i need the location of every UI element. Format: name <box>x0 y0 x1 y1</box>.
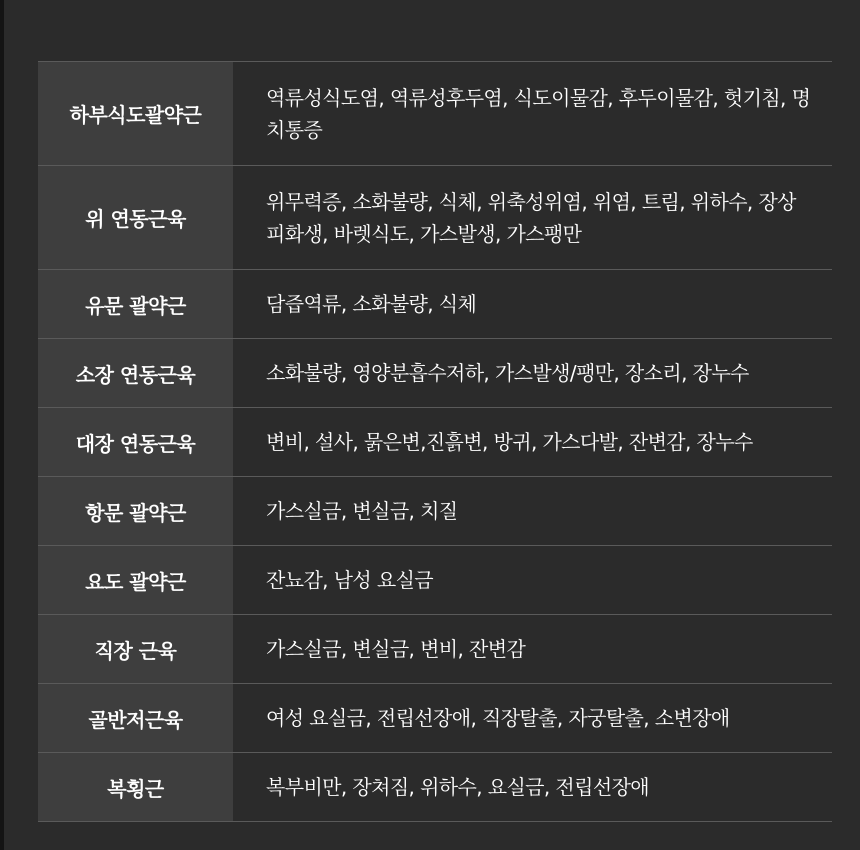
muscle-name-cell: 직장 근육 <box>38 615 233 684</box>
muscle-name-cell: 항문 괄약근 <box>38 477 233 546</box>
symptom-list-cell: 복부비만, 장쳐짐, 위하수, 요실금, 전립선장애 <box>233 753 832 822</box>
symptom-list-cell: 가스실금, 변실금, 치질 <box>233 477 832 546</box>
muscle-name-cell: 골반저근육 <box>38 684 233 753</box>
muscle-name-cell: 소장 연동근육 <box>38 339 233 408</box>
symptom-list-cell: 담즙역류, 소화불량, 식체 <box>233 270 832 339</box>
table-row <box>38 753 832 822</box>
muscle-name-cell: 유문 괄약근 <box>38 270 233 339</box>
symptom-list-cell: 역류성식도염, 역류성후두염, 식도이물감, 후두이물감, 헛기침, 명치통증 <box>233 62 832 166</box>
symptom-list-cell: 가스실금, 변실금, 변비, 잔변감 <box>233 615 832 684</box>
muscle-name-cell: 요도 괄약근 <box>38 546 233 615</box>
window-edge <box>0 0 4 850</box>
table-row <box>38 615 832 684</box>
muscle-name-cell: 복횡근 <box>38 753 233 822</box>
table-row <box>38 166 832 270</box>
table-row <box>38 546 832 615</box>
table-row <box>38 270 832 339</box>
symptom-list-cell: 잔뇨감, 남성 요실금 <box>233 546 832 615</box>
symptom-list-cell: 여성 요실금, 전립선장애, 직장탈출, 자궁탈출, 소변장애 <box>233 684 832 753</box>
table-row <box>38 408 832 477</box>
symptom-list-cell: 위무력증, 소화불량, 식체, 위축성위염, 위염, 트림, 위하수, 장상피화생, 바렛식도, 가스발생, 가스팽만 <box>233 166 832 270</box>
muscle-name-cell: 대장 연동근육 <box>38 408 233 477</box>
table-row <box>38 62 832 166</box>
table-row <box>38 684 832 753</box>
muscle-name-cell: 하부식도괄약근 <box>38 62 233 166</box>
table-row <box>38 477 832 546</box>
muscle-name-cell: 위 연동근육 <box>38 166 233 270</box>
symptom-list-cell: 소화불량, 영양분흡수저하, 가스발생/팽만, 장소리, 장누수 <box>233 339 832 408</box>
symptom-list-cell: 변비, 설사, 묽은변,진흙변, 방귀, 가스다발, 잔변감, 장누수 <box>233 408 832 477</box>
muscle-symptom-table <box>38 61 832 822</box>
table-row <box>38 339 832 408</box>
